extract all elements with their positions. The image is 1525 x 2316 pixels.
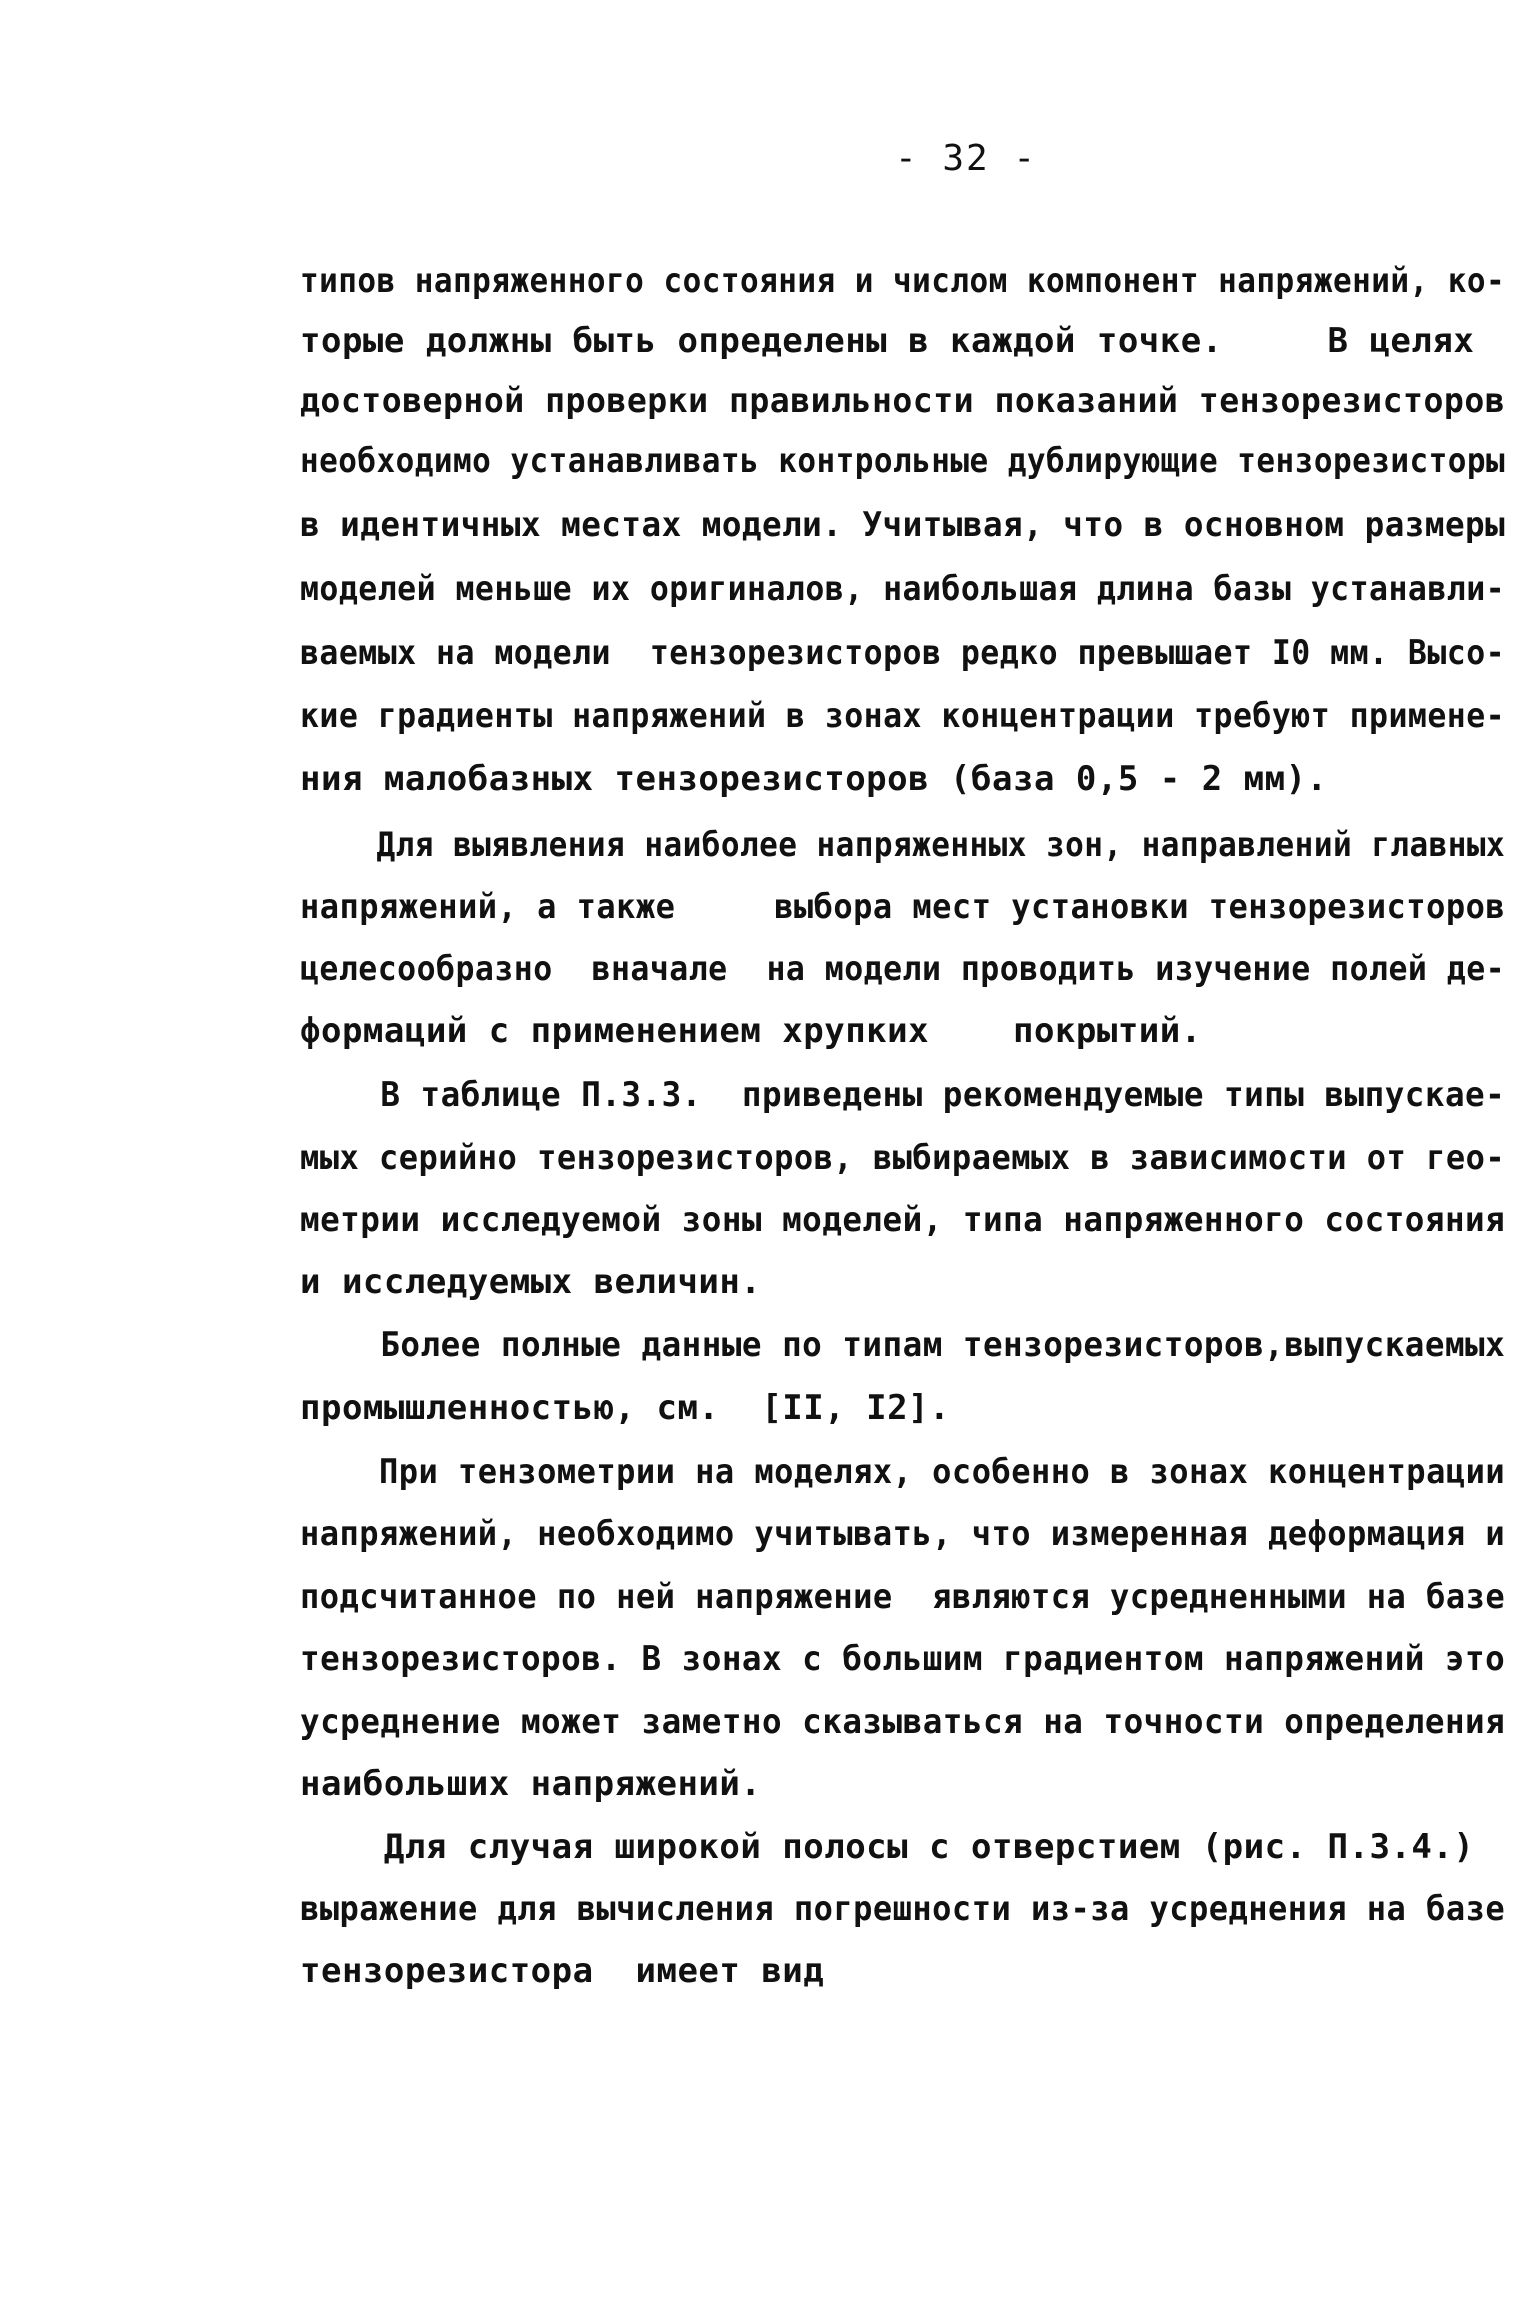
text-line-24: усреднение может заметно сказываться на точности определения <box>300 1702 1506 1742</box>
text-line-18: Более полные данные по типам тензорезисторов,выпускаемых <box>300 1325 1506 1365</box>
text-line-1: типов напряженного состояния и числом компонент напряжений, ко- <box>300 261 1506 301</box>
text-line-6: моделей меньше их оригиналов, наибольшая длина базы устанавли- <box>300 569 1506 609</box>
text-line-10: Для выявления наиболее напряженных зон, направлений главных <box>300 825 1506 865</box>
text-line-17: и исследуемых величин. <box>300 1262 762 1302</box>
text-line-14: В таблице П.3.3. приведены рекомендуемые типы выпускае- <box>300 1075 1506 1115</box>
text-line-27: выражение для вычисления погрешности из-за усреднения на базе <box>300 1889 1506 1929</box>
text-line-26: Для случая широкой полосы с отверстием (рис. П.3.4.) <box>300 1827 1475 1867</box>
text-line-3: достоверной проверки правильности показаний тензорезисторов <box>300 381 1506 421</box>
text-line-15: мых серийно тензорезисторов, выбираемых в зависимости от гео- <box>300 1138 1506 1178</box>
text-line-21: напряжений, необходимо учитывать, что измеренная деформация и <box>300 1514 1506 1554</box>
text-line-12: целесообразно вначале на модели проводить изучение полей де- <box>300 949 1506 989</box>
text-line-7: ваемых на модели тензорезисторов редко превышает I0 мм. Высо- <box>300 633 1506 673</box>
text-line-5: в идентичных местах модели. Учитывая, что в основном размеры <box>300 505 1506 545</box>
text-line-20: При тензометрии на моделях, особенно в зонах концентрации <box>300 1452 1506 1492</box>
text-line-22: подсчитанное по ней напряжение являются усредненными на базе <box>300 1577 1506 1617</box>
text-line-2: торые должны быть определены в каждой точке. В целях <box>300 321 1475 361</box>
text-line-8: кие градиенты напряжений в зонах концентрации требуют примене- <box>300 696 1506 736</box>
text-line-28: тензорезистора имеет вид <box>300 1951 825 1991</box>
page-number: - 32 - <box>895 138 1038 179</box>
text-line-23: тензорезисторов. В зонах с большим градиентом напряжений это <box>300 1639 1506 1679</box>
text-line-11: напряжений, а также выбора мест установки тензорезисторов <box>300 887 1506 927</box>
text-line-4: необходимо устанавливать контрольные дублирующие тензорезисторы <box>300 441 1506 481</box>
text-line-13: формаций с применением хрупких покрытий. <box>300 1011 1202 1051</box>
text-line-9: ния малобазных тензорезисторов (база 0,5 - 2 мм). <box>300 759 1328 799</box>
text-line-16: метрии исследуемой зоны моделей, типа напряженного состояния <box>300 1200 1506 1240</box>
text-line-25: наибольших напряжений. <box>300 1764 762 1804</box>
text-line-19: промышленностью, см. [II, I2]. <box>300 1388 951 1428</box>
